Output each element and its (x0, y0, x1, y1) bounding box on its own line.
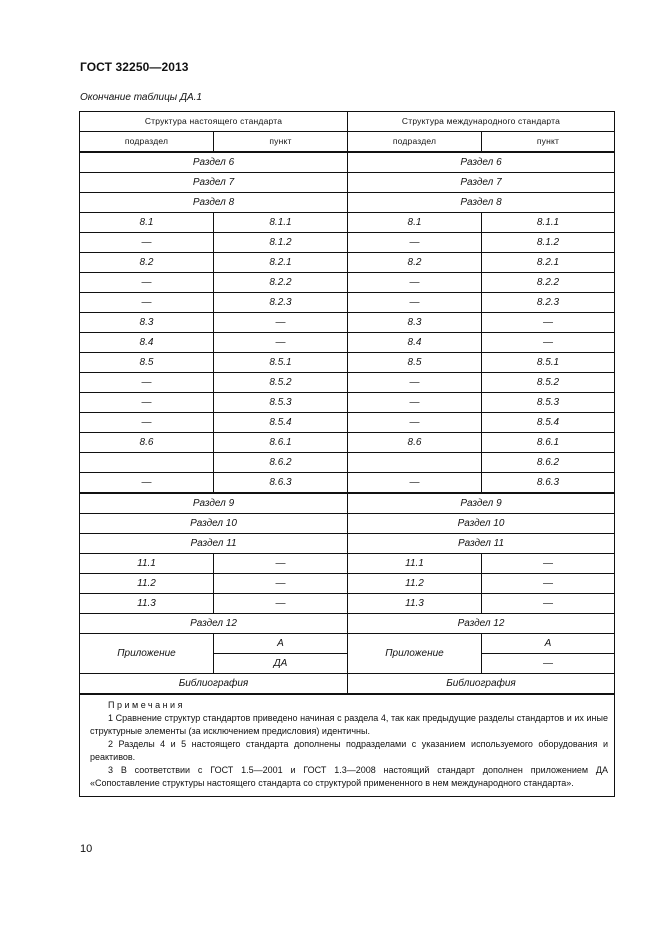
subsection-left-cell: — (80, 413, 214, 433)
section-row (80, 193, 615, 213)
table-row (80, 393, 615, 413)
bibliography-row (80, 674, 615, 695)
subsection-right-cell: 11.2 (348, 574, 482, 594)
appendix-row (80, 634, 615, 654)
bibliography-right: Библиография (348, 674, 615, 695)
section-label-left: Раздел 6 (80, 152, 348, 173)
clause-right-cell: — (482, 594, 615, 614)
subsection-left-cell: 8.5 (80, 353, 214, 373)
subsection-left-cell: 8.2 (80, 253, 214, 273)
subheader-subsection-left: подраздел (80, 132, 214, 153)
table-row (80, 353, 615, 373)
clause-right-cell: 8.2.1 (482, 253, 615, 273)
table-row (80, 554, 615, 574)
subsection-right-cell: 11.1 (348, 554, 482, 574)
clause-right-cell: 8.6.1 (482, 433, 615, 453)
subsection-right-cell: — (348, 393, 482, 413)
section-label-right: Раздел 12 (348, 614, 615, 634)
subheader-clause-right: пункт (482, 132, 615, 153)
appendix-a-right: А (482, 634, 615, 654)
appendix-label-left: Приложение (80, 634, 214, 674)
appendix-da-left: ДА (214, 654, 348, 674)
clause-right-cell: 8.6.2 (482, 453, 615, 473)
section-row (80, 514, 615, 534)
clause-right-cell: 8.5.4 (482, 413, 615, 433)
bibliography-left: Библиография (80, 674, 348, 695)
subsection-left-cell: — (80, 473, 214, 494)
subsection-left-cell: — (80, 393, 214, 413)
table-row (80, 453, 615, 473)
clause-left-cell: 8.6.1 (214, 433, 348, 453)
notes-title: Примечания (108, 700, 185, 710)
clause-right-cell: — (482, 313, 615, 333)
table-row (80, 413, 615, 433)
clause-left-cell: 8.5.2 (214, 373, 348, 393)
clause-left-cell: 8.1.2 (214, 233, 348, 253)
section-label-right: Раздел 6 (348, 152, 615, 173)
subsection-left-cell: 8.4 (80, 333, 214, 353)
subsection-right-cell: 8.2 (348, 253, 482, 273)
table-row (80, 574, 615, 594)
section-label-right: Раздел 8 (348, 193, 615, 213)
subsection-left-cell: 8.6 (80, 433, 214, 453)
clause-left-cell: 8.5.4 (214, 413, 348, 433)
section-label-left: Раздел 7 (80, 173, 348, 193)
subsection-right-cell: — (348, 413, 482, 433)
section-row (80, 152, 615, 173)
section-label-right: Раздел 11 (348, 534, 615, 554)
subsection-right-cell (348, 453, 482, 473)
subsection-left-cell: — (80, 273, 214, 293)
table-header-row (80, 112, 615, 132)
note-3: 3 В соответствии с ГОСТ 1.5—2001 и ГОСТ 1.3—2008 настоящий стандарт дополнен приложением ДА «Сопоставление структуры настоящего стандарта со структурой примененного в нем международного стандарта». (90, 765, 608, 788)
subsection-left-cell: 8.1 (80, 213, 214, 233)
section-label-left: Раздел 12 (80, 614, 348, 634)
header-international-standard: Структура международного стандарта (348, 112, 615, 132)
subsection-left-cell: 8.3 (80, 313, 214, 333)
section-row (80, 614, 615, 634)
appendix-da-right: — (482, 654, 615, 674)
notes-block (80, 694, 615, 797)
clause-right-cell: 8.2.3 (482, 293, 615, 313)
appendix-a-left: А (214, 634, 348, 654)
table-row (80, 293, 615, 313)
subsection-right-cell: 8.1 (348, 213, 482, 233)
note-2: 2 Разделы 4 и 5 настоящего стандарта дополнены подразделами с указанием используемого оборудования и реактивов. (90, 739, 608, 762)
section-row (80, 173, 615, 193)
clause-right-cell: — (482, 333, 615, 353)
table-subheader-row (80, 132, 615, 153)
subsection-right-cell: 11.3 (348, 594, 482, 614)
clause-left-cell: — (214, 574, 348, 594)
clause-right-cell: 8.2.2 (482, 273, 615, 293)
table-row (80, 253, 615, 273)
section-row (80, 493, 615, 514)
table-row (80, 273, 615, 293)
note-1: 1 Сравнение структур стандартов приведено начиная с раздела 4, так как предыдущие разделы стандартов и их иные структурные элементы (за исключением предисловия) идентичны. (90, 713, 608, 736)
clause-left-cell: — (214, 333, 348, 353)
clause-left-cell: — (214, 594, 348, 614)
table-row (80, 313, 615, 333)
table-row (80, 473, 615, 494)
clause-right-cell: 8.5.3 (482, 393, 615, 413)
subsection-right-cell: — (348, 373, 482, 393)
table-row (80, 433, 615, 453)
clause-left-cell: 8.2.2 (214, 273, 348, 293)
clause-right-cell: 8.1.2 (482, 233, 615, 253)
section-label-right: Раздел 9 (348, 493, 615, 514)
clause-left-cell: 8.1.1 (214, 213, 348, 233)
clause-right-cell: 8.5.2 (482, 373, 615, 393)
clause-left-cell: 8.5.1 (214, 353, 348, 373)
table-caption: Окончание таблицы ДА.1 (80, 92, 202, 103)
subsection-left-cell: — (80, 373, 214, 393)
section-label-left: Раздел 8 (80, 193, 348, 213)
subsection-left-cell: 11.2 (80, 574, 214, 594)
clause-left-cell: — (214, 313, 348, 333)
subsection-left-cell: 11.3 (80, 594, 214, 614)
section-label-left: Раздел 10 (80, 514, 348, 534)
subsection-right-cell: 8.6 (348, 433, 482, 453)
table-row (80, 333, 615, 353)
clause-right-cell: 8.6.3 (482, 473, 615, 494)
document-header: ГОСТ 32250—2013 (80, 60, 189, 74)
clause-left-cell: 8.2.3 (214, 293, 348, 313)
table-row (80, 213, 615, 233)
subsection-left-cell: — (80, 293, 214, 313)
appendix-label-right: Приложение (348, 634, 482, 674)
clause-left-cell: 8.2.1 (214, 253, 348, 273)
clause-left-cell: — (214, 554, 348, 574)
table-row (80, 594, 615, 614)
subsection-right-cell: — (348, 293, 482, 313)
section-label-left: Раздел 9 (80, 493, 348, 514)
clause-right-cell: — (482, 554, 615, 574)
table-row (80, 233, 615, 253)
section-label-right: Раздел 10 (348, 514, 615, 534)
subsection-right-cell: 8.4 (348, 333, 482, 353)
subsection-right-cell: — (348, 273, 482, 293)
subsection-right-cell: — (348, 473, 482, 494)
section-label-right: Раздел 7 (348, 173, 615, 193)
clause-right-cell: — (482, 574, 615, 594)
section-label-left: Раздел 11 (80, 534, 348, 554)
clause-right-cell: 8.1.1 (482, 213, 615, 233)
comparison-table (79, 111, 615, 797)
subheader-clause-left: пункт (214, 132, 348, 153)
subsection-right-cell: — (348, 233, 482, 253)
subsection-left-cell: — (80, 233, 214, 253)
clause-left-cell: 8.5.3 (214, 393, 348, 413)
subheader-subsection-right: подраздел (348, 132, 482, 153)
subsection-left-cell: 11.1 (80, 554, 214, 574)
subsection-left-cell (80, 453, 214, 473)
clause-left-cell: 8.6.2 (214, 453, 348, 473)
header-our-standard: Структура настоящего стандарта (80, 112, 348, 132)
subsection-right-cell: 8.5 (348, 353, 482, 373)
subsection-right-cell: 8.3 (348, 313, 482, 333)
section-row (80, 534, 615, 554)
clause-right-cell: 8.5.1 (482, 353, 615, 373)
table-row (80, 373, 615, 393)
page-number: 10 (80, 843, 93, 855)
notes-row (80, 694, 615, 797)
clause-left-cell: 8.6.3 (214, 473, 348, 494)
